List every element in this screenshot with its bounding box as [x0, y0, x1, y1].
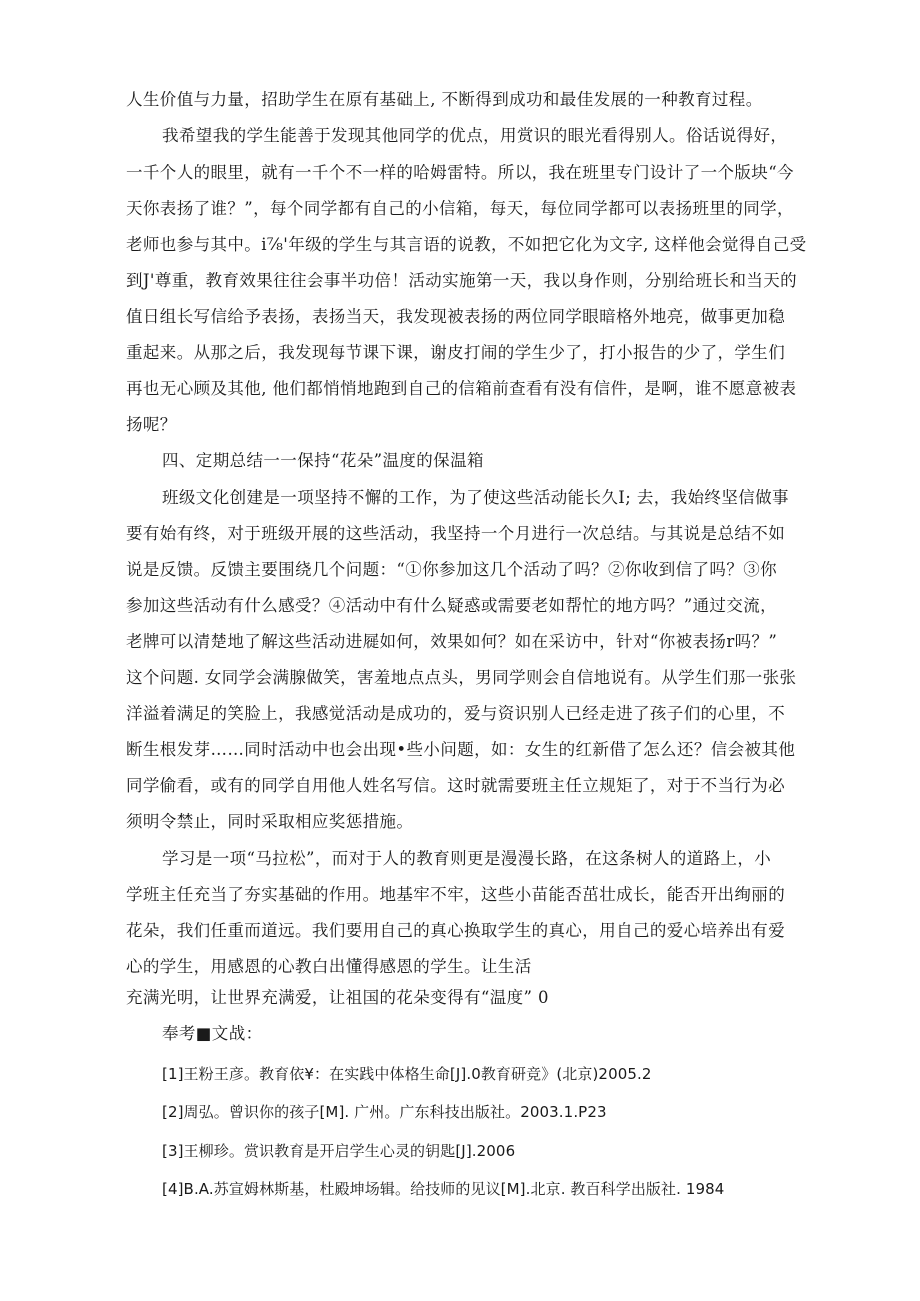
- reference-item: [1]王粉王彦。教育依¥：在实践中体格生命[J].0教育研竞》(北京)2005.2: [162, 1065, 652, 1083]
- reference-item: [3]王柳珍。赏识教育是开启学生心灵的钥匙[J].2006: [162, 1142, 516, 1160]
- reference-item: [4]B.A.苏宣姆林斯基，杜殿坤场辑。给技师的见议[M].北京. 教百科学出版社. 1984: [162, 1180, 725, 1198]
- section-heading: 四、定期总结一一保持“花朵”温度的保温箱: [162, 451, 484, 470]
- summary-line: 断生根发芽……同时活动中也会出现•些小问题，如：女生的红新借了怎么还？信会被其他: [126, 740, 796, 759]
- summary-line: 这个问题. 女同学会满腺做笑，害羞地点点头，男同学则会自信地说有。从学生们那一张张: [126, 668, 797, 687]
- conclusion-line: 充满光明，让世界充满爱，让祖国的花朵变得有“温度” 0: [126, 988, 549, 1007]
- conclusion-line: 花朵，我们任重而道远。我们要用自己的真心换取学生的真心，用自己的爱心培养出有爱: [126, 921, 786, 940]
- praise-line: 扬呢？: [126, 415, 177, 434]
- summary-line: 说是反馈。反馈主要围绕几个问题：“①你参加这几个活动了吗？②你收到信了吗？③你: [126, 560, 778, 579]
- summary-line: 参加这些活动有什么感受？④活动中有什么疑惑或需要老如帮忙的地方吗？”通过交流，: [126, 596, 778, 615]
- summary-line: 洋溢着满足的笑脸上，我感觉活动是成功的，爱与资识别人已经走进了孩子们的心里，不: [126, 704, 786, 723]
- praise-line: 到J'尊重，教育效果往往会事半功倍！活动实施第一天，我以身作则，分别给班长和当天的: [126, 271, 798, 290]
- summary-line: 须明令禁止，同时采取相应奖惩措施。: [126, 812, 414, 831]
- summary-line: 要有始有终，对于班级开展的这些活动，我坚持一个月进行一次总结。与其说是总结不如: [126, 524, 786, 543]
- praise-line: 天你表扬了谁？”，每个同学都有自己的小信箱，每天，每位同学都可以表扬班里的同学，: [126, 199, 794, 218]
- reference-item: [2]周弘。曾识你的孩子[M]. 广州。广东科技出版社。2003.1.P23: [162, 1103, 607, 1121]
- summary-line: 老牌可以清楚地了解这些活动进屣如何，效果如何？如在采访中，针对“你被表扬r吗？”: [126, 632, 778, 651]
- summary-line: 同学偷看，或有的同学自用他人姓名写信。这时就需要班主任立规矩了，对于不当行为必: [126, 776, 786, 795]
- conclusion-line: 心的学生，用感恩的心教白出懂得感恩的学生。让生活: [126, 957, 532, 976]
- praise-line: 我希望我的学生能善于发现其他同学的优点，用赏识的眼光看得别人。俗话说得好，: [162, 126, 788, 145]
- references-heading: 奉考■文战：: [162, 1024, 263, 1043]
- summary-line: 班级文化创建是一项坚持不懈的工作，为了使这些活动能长久I; 去，我始终坚信做事: [162, 488, 789, 507]
- praise-line: 老师也参与其中。i⅞'年级的学生与其言语的说教，不如把它化为文字, 这样他会觉得自己受: [126, 235, 807, 254]
- praise-line: 重起来。从那之后，我发现每节课下课，谢皮打闹的学生少了，打小报告的少了，学生们: [126, 343, 786, 362]
- intro-tail-line: 人生价值与力量，招助学生在原有基础上, 不断得到成功和最佳发展的一种教育过程。: [126, 90, 763, 109]
- praise-line: 值日组长写信给予表扬，表扬当天，我发现被表扬的两位同学眼暗格外地亮，做事更加稳: [126, 307, 786, 326]
- praise-line: 一千个人的眼里，就有一千个不一样的哈姆雷特。所以，我在班里专门设计了一个版块“今: [126, 163, 794, 182]
- praise-line: 再也无心顾及其他, 他们都悄悄地跑到自己的信箱前查看有没有信件，是啊，谁不愿意被表: [126, 379, 797, 398]
- conclusion-line: 学班主任充当了夯实基础的作用。地基牢不牢，这些小苗能否茁壮成长，能否开出绚丽的: [126, 885, 786, 904]
- conclusion-line: 学习是一项“马拉松”，而对于人的教育则更是漫漫长路，在这条树人的道路上，小: [162, 849, 772, 868]
